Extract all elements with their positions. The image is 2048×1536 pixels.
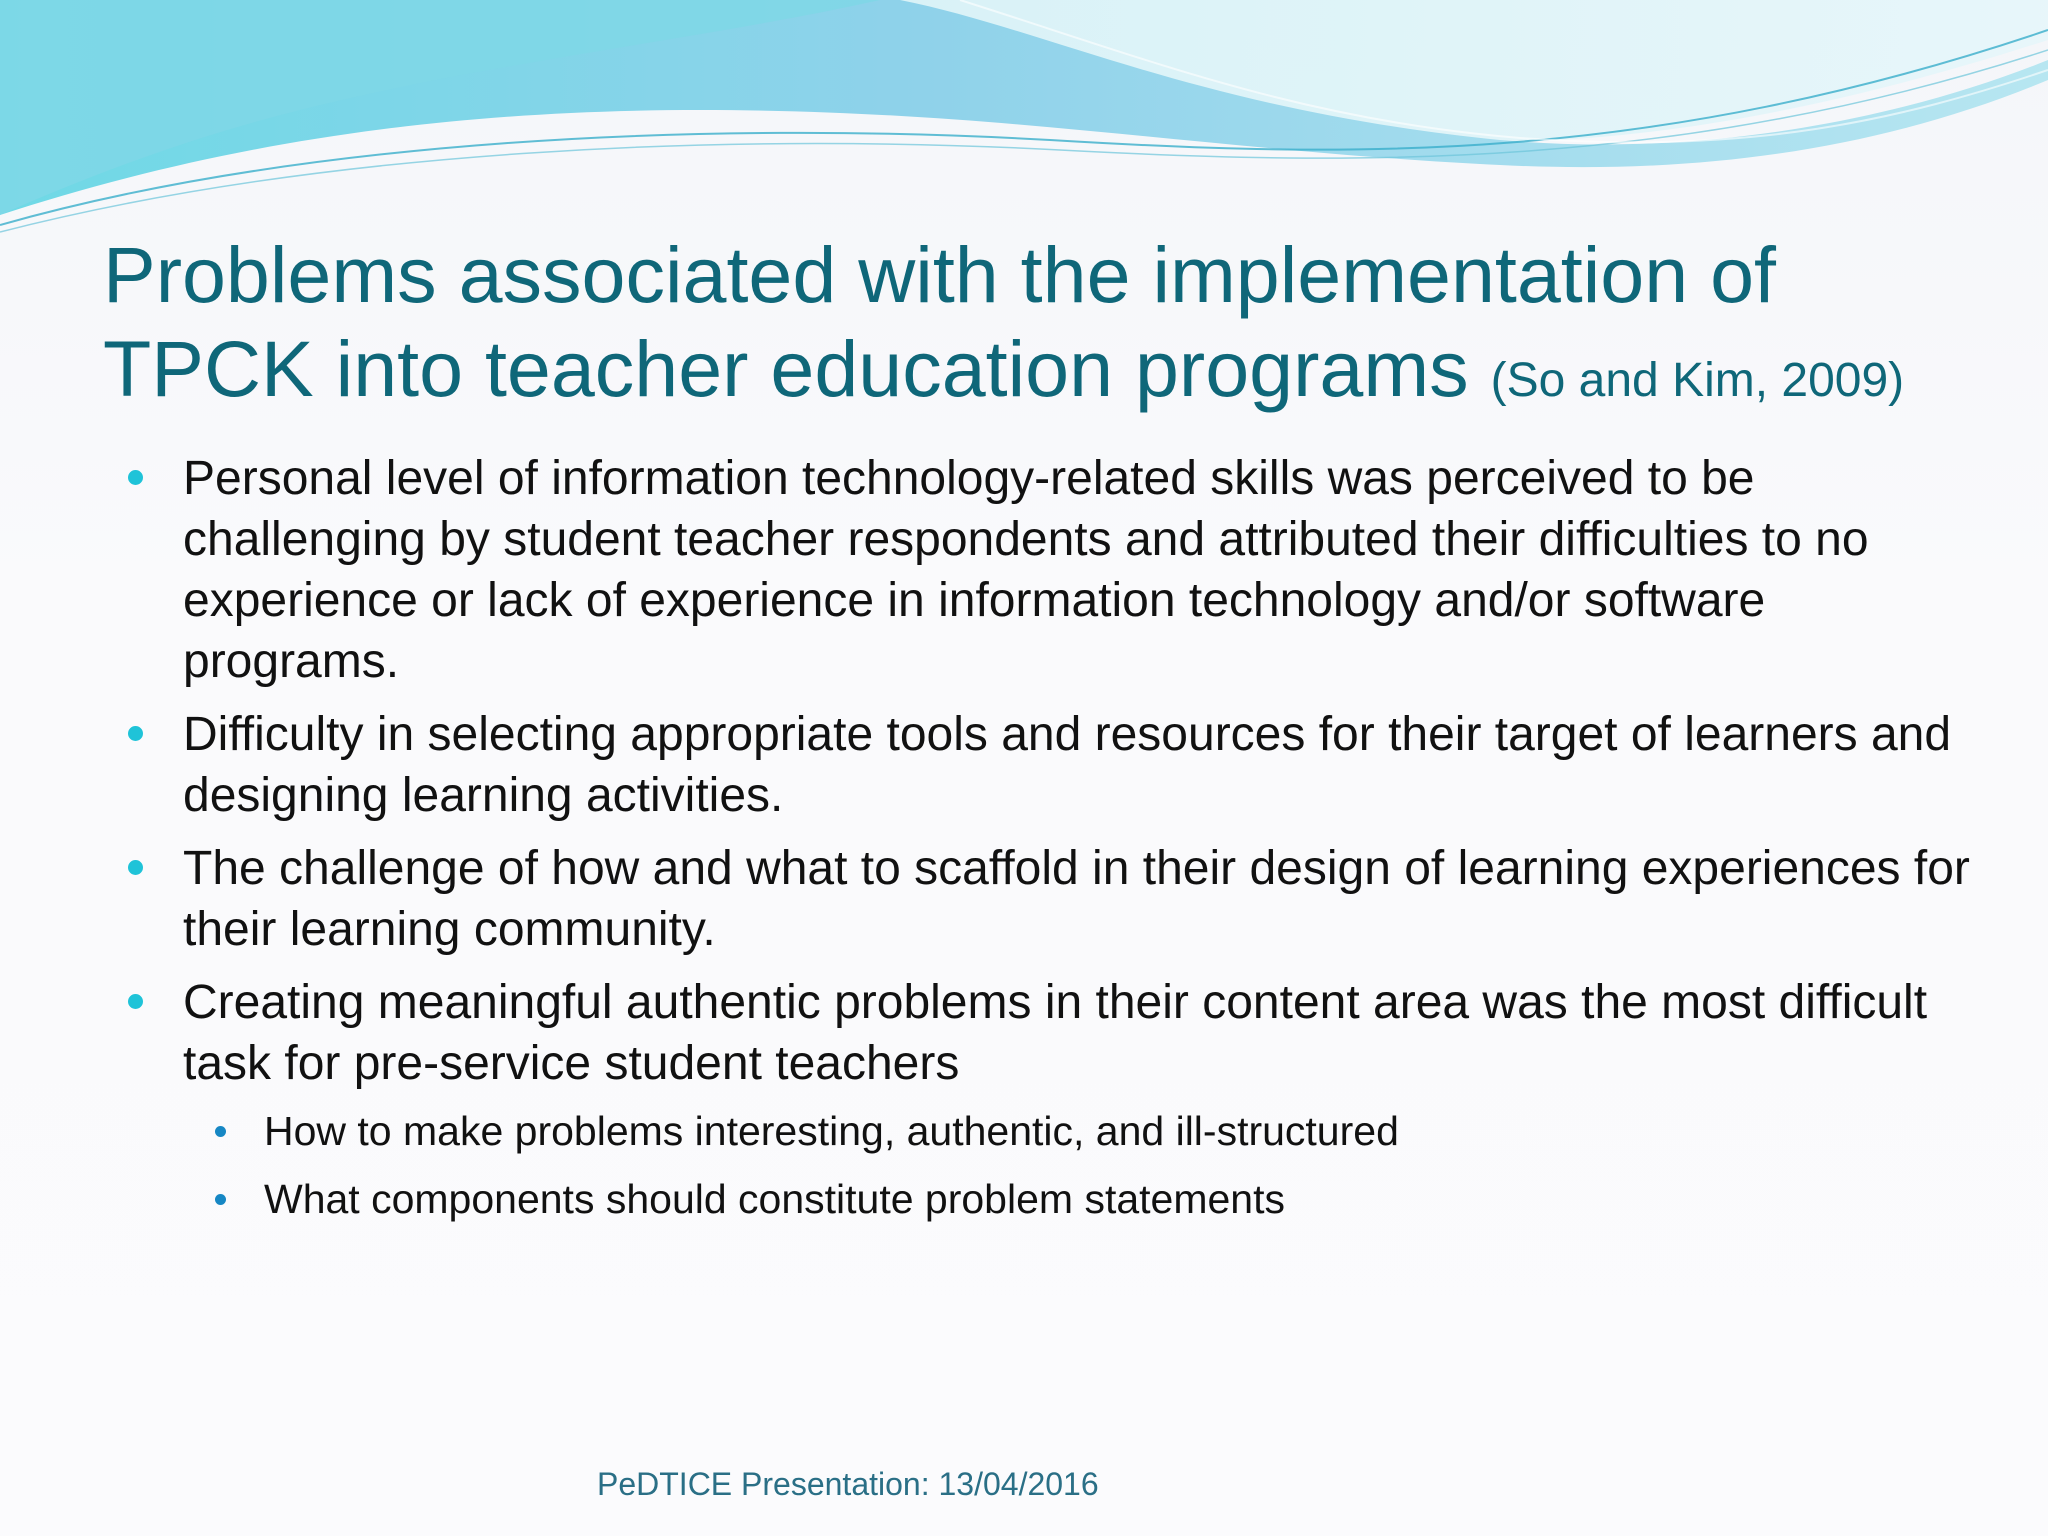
bullet-list [0, 448, 2048, 1240]
wave-header-decoration [0, 0, 2048, 240]
sub-bullet-text: How to make problems interesting, authentic, and ill-structured [264, 1108, 1399, 1154]
bullet-item [0, 838, 2048, 960]
bullet-item [0, 448, 2048, 692]
slide-footer: PeDTICE Presentation: 13/04/2016 [597, 1466, 1099, 1502]
sub-bullet-item [183, 1104, 1988, 1158]
bullet-text: The challenge of how and what to scaffold in their design of learning experiences for their learning community. [183, 842, 1970, 956]
bullet-item [0, 972, 2048, 1226]
sub-bullet-item [183, 1172, 1988, 1226]
bullet-text: Personal level of information technology-related skills was perceived to be challenging by student teacher respondents and attributed their difficulties to no experience or lack of experience in information technology and/or software programs. [183, 452, 1869, 688]
bullet-marker-icon [128, 726, 143, 741]
bullet-marker-icon [128, 860, 143, 875]
bullet-text: Difficulty in selecting appropriate tools and resources for their target of learners and designing learning activities. [183, 708, 1952, 822]
sub-bullet-marker-icon [215, 1126, 226, 1137]
bullet-marker-icon [128, 994, 143, 1009]
bullet-marker-icon [128, 470, 143, 485]
slide-title [103, 228, 2003, 428]
title-main: Problems associated with the implementation of TPCK into teacher education programs [103, 230, 1777, 413]
sub-bullet-list [183, 1104, 1988, 1226]
sub-bullet-marker-icon [215, 1194, 226, 1205]
title-citation: (So and Kim, 2009) [1490, 354, 1905, 407]
bullet-item [0, 704, 2048, 826]
bullet-text: Creating meaningful authentic problems in their content area was the most difficult task for pre-service student teachers [183, 976, 1928, 1090]
sub-bullet-text: What components should constitute problem statements [264, 1176, 1285, 1222]
